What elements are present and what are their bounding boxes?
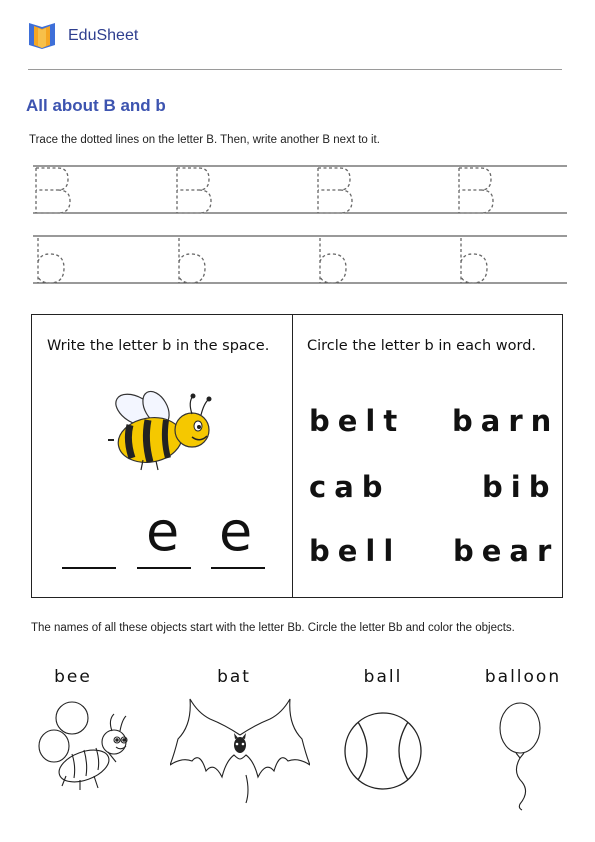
brand-name: EduSheet [68, 27, 139, 44]
trace-letter-lower[interactable] [38, 238, 64, 283]
page-title: All about B and b [26, 96, 166, 115]
bee-picture [108, 388, 218, 474]
bee-icon [34, 698, 134, 798]
word-bear[interactable]: bear [453, 534, 560, 568]
right-panel-heading: Circle the letter b in each word. [307, 338, 537, 354]
ball-icon [342, 710, 424, 792]
bat-icon [170, 695, 310, 805]
trace-letter-upper[interactable] [36, 168, 70, 213]
trace-letter-lower[interactable] [179, 238, 205, 283]
tracing-lines [0, 0, 595, 300]
given-letter: e [146, 500, 180, 563]
balloon-icon [492, 700, 548, 812]
label-ball: ball [363, 667, 403, 687]
trace-letter-lower[interactable] [461, 238, 487, 283]
trace-letter-lower[interactable] [320, 238, 346, 283]
label-balloon: balloon [484, 667, 562, 687]
word-cab[interactable]: cab [309, 470, 391, 504]
word-bell[interactable]: bell [309, 534, 402, 568]
given-letter: e [219, 500, 253, 563]
word-barn[interactable]: barn [452, 404, 560, 438]
label-bee: bee [54, 667, 92, 687]
left-panel-heading: Write the letter b in the space. [47, 338, 270, 354]
label-bat: bat [217, 667, 251, 687]
word-belt[interactable]: belt [309, 404, 406, 438]
trace-letter-upper[interactable] [459, 168, 493, 213]
trace-letter-upper[interactable] [318, 168, 352, 213]
letter-blank[interactable] [62, 567, 116, 569]
letter-underline [137, 567, 191, 569]
trace-instruction: Trace the dotted lines on the letter B. Then, write another B next to it. [29, 134, 380, 146]
word-bib[interactable]: bib [482, 470, 558, 504]
trace-letter-upper[interactable] [177, 168, 211, 213]
activity-divider [292, 314, 293, 598]
objects-instruction: The names of all these objects start with the letter Bb. Circle the letter Bb and color the objects. [31, 622, 515, 634]
letter-underline [211, 567, 265, 569]
